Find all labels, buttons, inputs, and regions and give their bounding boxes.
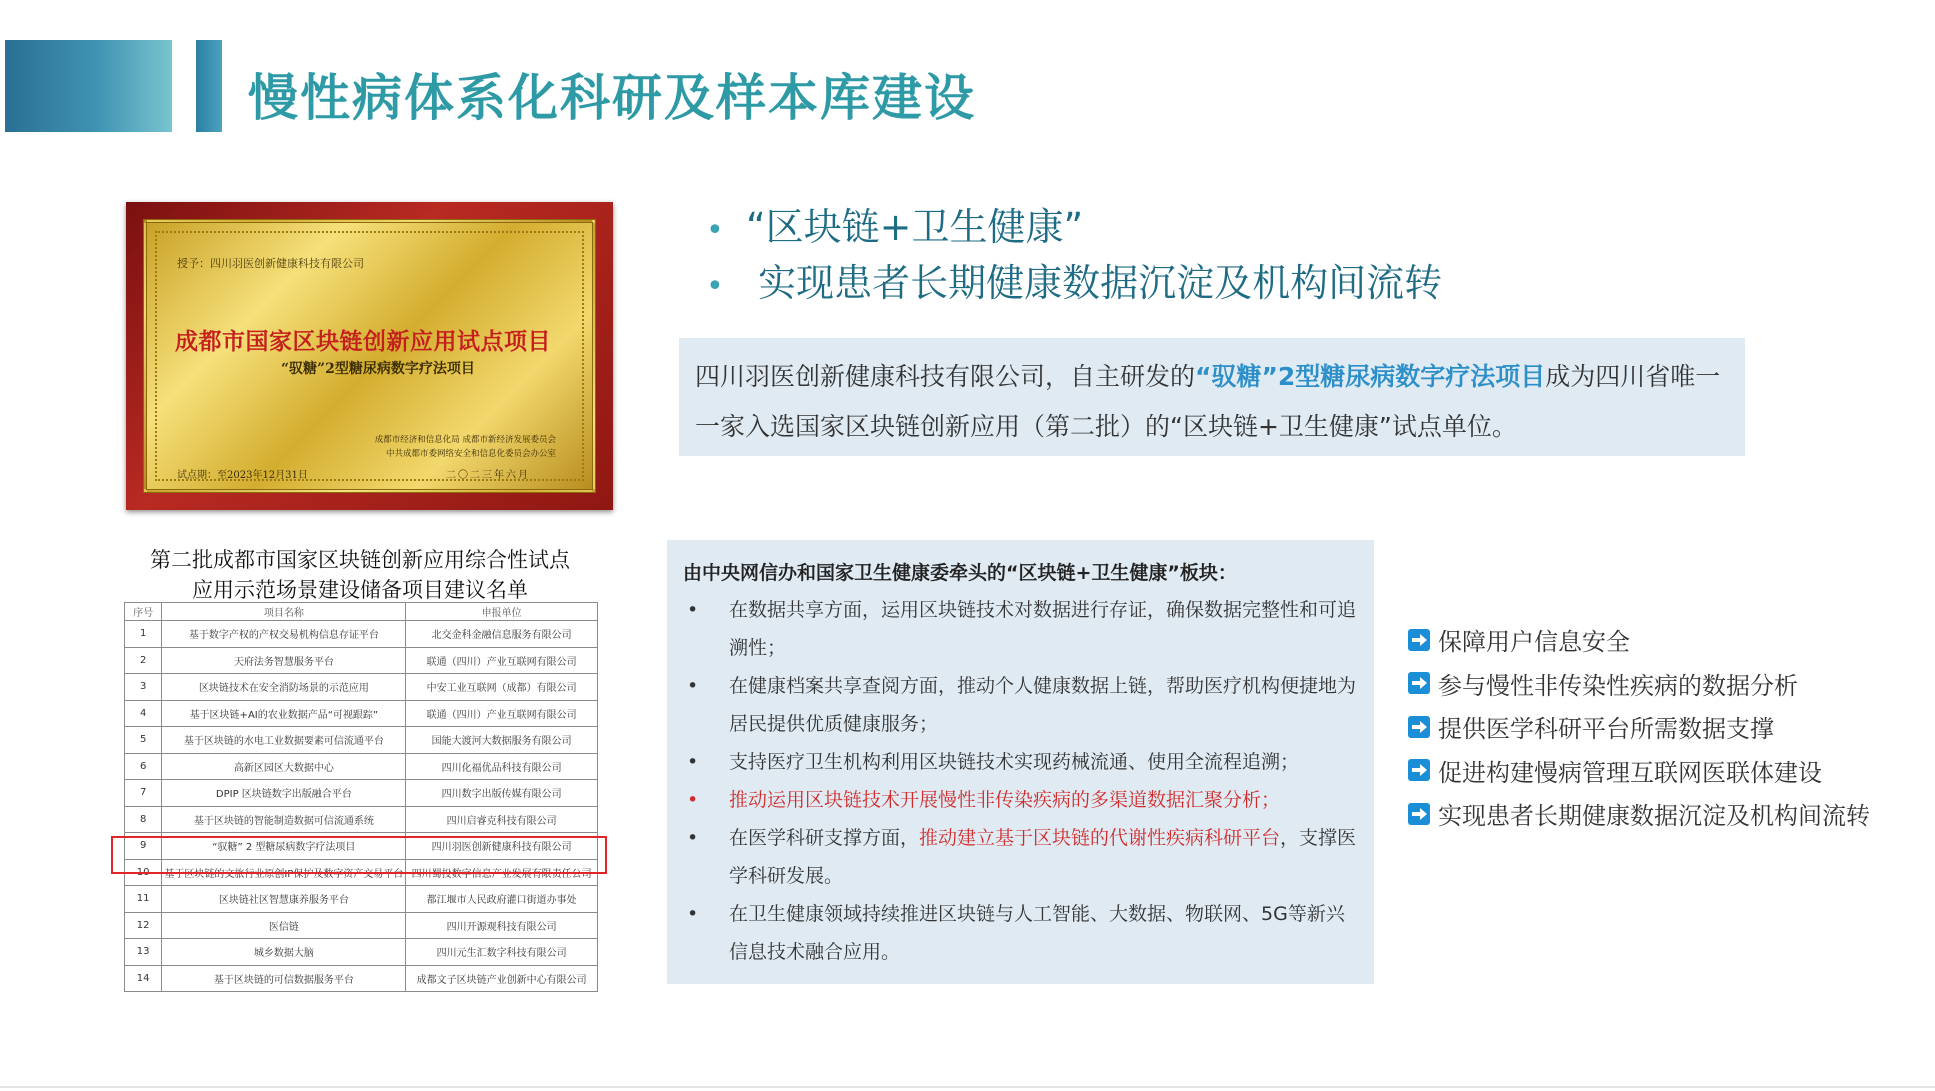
cell-unit: 都江堰市人民政府灌口街道办事处 [406, 886, 598, 913]
doc-table-clip [120, 600, 604, 1010]
bullet-dot-icon: • [687, 675, 699, 697]
plaque-date: 二〇二三年六月 [446, 470, 530, 481]
cell-project: 城乡数据大脑 [162, 939, 406, 966]
col-header-index: 序号 [125, 603, 162, 621]
cell-unit: 四川化福优品科技有限公司 [406, 753, 598, 780]
cell-index: 8 [125, 806, 162, 833]
cell-project: 基于区块链的可信数据服务平台 [162, 965, 406, 992]
cell-index: 9 [125, 833, 162, 860]
plaque-period: 试点期：至2023年12月31日 [177, 470, 308, 481]
benefit-text: 保障用户信息安全 [1438, 628, 1630, 657]
cell-project: 区块链社区智慧康养服务平台 [162, 886, 406, 913]
policy-item [683, 819, 1358, 895]
intro-text-part2: 成为四川省唯一一家入选国家区块链创新应用（第二批）的“区块链+卫生健康”试点单位。 [695, 362, 1721, 441]
cell-index: 11 [125, 886, 162, 913]
cell-project: 区块链技术在安全消防场景的示范应用 [162, 674, 406, 701]
table-row [125, 780, 598, 807]
bullet-dot-icon: • [706, 213, 724, 248]
bullet-dot-icon: • [706, 269, 724, 304]
policy-item [683, 743, 1358, 781]
policy-item [683, 667, 1358, 743]
cell-project: 基于区块链的水电工业数据要素可信流通平台 [162, 727, 406, 754]
cell-project: 基于数字产权的产权交易机构信息存证平台 [162, 621, 406, 648]
arrow-right-square-icon [1408, 759, 1430, 781]
policy-item-text: 在健康档案共享查阅方面，推动个人健康数据上链，帮助医疗机构便捷地为居民提供优质健康服务； [729, 675, 1357, 735]
cell-unit: 四川蜀投数字信息产业发展有限责任公司 [406, 859, 598, 886]
cell-unit: 国能大渡河大数据服务有限公司 [406, 727, 598, 754]
cell-unit: 四川元生汇数字科技有限公司 [406, 939, 598, 966]
cell-index: 7 [125, 780, 162, 807]
bullet-dot-icon: • [687, 789, 699, 811]
policy-item-text: 在卫生健康领域持续推进区块链与人工智能、大数据、物联网、5G等新兴信息技术融合应用。 [729, 903, 1345, 963]
table-row [125, 674, 598, 701]
policy-heading: 由中央网信办和国家卫生健康委牵头的“区块链+卫生健康”板块： [683, 562, 1237, 584]
col-header-project: 项目名称 [162, 603, 406, 621]
table-row [125, 647, 598, 674]
policy-item-highlighted [683, 781, 1358, 819]
policy-item-highlight: 推动建立基于区块链的代谢性疾病科研平台 [919, 827, 1281, 849]
benefit-item [1408, 792, 1870, 836]
header-accent-bar-small [196, 40, 222, 132]
project-list-table [124, 602, 598, 992]
cell-unit: 四川数字出版传媒有限公司 [406, 780, 598, 807]
table-row [125, 753, 598, 780]
benefit-text: 实现患者长期健康数据沉淀及机构间流转 [1438, 802, 1870, 831]
cell-unit: 北交金科金融信息服务有限公司 [406, 621, 598, 648]
cell-unit: 联通（四川）产业互联网有限公司 [406, 647, 598, 674]
table-row [125, 886, 598, 913]
policy-item-text: 在数据共享方面，运用区块链技术对数据进行存证，确保数据完整性和可追溯性； [729, 599, 1357, 659]
cell-project: 基于区块链+AI的农业数据产品“可视跟踪” [162, 700, 406, 727]
key-point-2 [706, 252, 1442, 307]
key-point-1 [706, 196, 1083, 251]
cell-index: 10 [125, 859, 162, 886]
cell-project: DPIP 区块链数字出版融合平台 [162, 780, 406, 807]
benefit-text: 提供医学科研平台所需数据支撑 [1438, 715, 1774, 744]
cell-index: 1 [125, 621, 162, 648]
plaque-issuer-line1: 成都市经济和信息化局 成都市新经济发展委员会 [374, 435, 556, 445]
policy-item [683, 591, 1358, 667]
cell-unit: 四川开源观科技有限公司 [406, 912, 598, 939]
bottom-divider [0, 1086, 1935, 1088]
highlight-box-row-9 [111, 836, 607, 874]
table-row [125, 700, 598, 727]
cell-index: 14 [125, 965, 162, 992]
bullet-dot-icon: • [687, 751, 699, 773]
table-row [125, 912, 598, 939]
cell-index: 4 [125, 700, 162, 727]
policy-item-text: 在医学科研支撑方面， [729, 827, 920, 849]
cell-project: 医信链 [162, 912, 406, 939]
arrow-right-square-icon [1408, 803, 1430, 825]
page-title: 慢性病体系化科研及样本库建设 [248, 69, 976, 127]
bullet-dot-icon: • [687, 599, 699, 621]
col-header-unit: 申报单位 [406, 603, 598, 621]
policy-item-text: ，支撑医学科研发展。 [729, 827, 1357, 887]
benefit-item [1408, 705, 1870, 749]
intro-box [679, 338, 1745, 456]
cell-index: 6 [125, 753, 162, 780]
arrow-right-square-icon [1408, 629, 1430, 651]
bullet-dot-icon: • [687, 827, 699, 849]
doc-title-line1: 第二批成都市国家区块链创新应用综合性试点 [150, 548, 570, 572]
benefit-item [1408, 618, 1870, 662]
key-point-2-text: 实现患者长期健康数据沉淀及机构间流转 [746, 261, 1443, 305]
cell-unit: 四川启睿克科技有限公司 [406, 806, 598, 833]
intro-text-part1: 四川羽医创新健康科技有限公司，自主研发的 [695, 362, 1196, 391]
policy-item [683, 895, 1358, 971]
policy-box [667, 540, 1374, 984]
arrow-right-square-icon [1408, 672, 1430, 694]
cell-index: 2 [125, 647, 162, 674]
policy-item-text: 推动运用区块链技术开展慢性非传染疾病的多渠道数据汇聚分析； [729, 789, 1281, 811]
benefit-text: 参与慢性非传染性疾病的数据分析 [1438, 671, 1798, 700]
cell-index: 12 [125, 912, 162, 939]
cell-index: 3 [125, 674, 162, 701]
cell-index: 5 [125, 727, 162, 754]
key-point-1-text: “区块链+卫生健康” [746, 205, 1084, 249]
table-row [125, 806, 598, 833]
benefit-item [1408, 662, 1870, 706]
plaque-recipient: 授予：四川羽医创新健康科技有限公司 [177, 257, 364, 270]
benefits-list [1408, 618, 1870, 836]
intro-highlight: “驭糖”2型糖尿病数字疗法项目 [1195, 362, 1546, 391]
cell-unit: 中安工业互联网（成都）有限公司 [406, 674, 598, 701]
cell-project: 基于区块链的智能制造数据可信流通系统 [162, 806, 406, 833]
cell-unit: 成都文子区块链产业创新中心有限公司 [406, 965, 598, 992]
cell-project: 基于区块链的文旅行业原创IP保护及数字资产交易平台 [162, 859, 406, 886]
cell-index: 13 [125, 939, 162, 966]
cell-unit: 联通（四川）产业互联网有限公司 [406, 700, 598, 727]
plaque-gold-panel [143, 219, 596, 493]
bullet-dot-icon: • [687, 903, 699, 925]
table-row [125, 965, 598, 992]
table-row [125, 939, 598, 966]
policy-item-text: 支持医疗卫生机构利用区块链技术实现药械流通、使用全流程追溯； [729, 751, 1300, 773]
benefit-text: 促进构建慢病管理互联网医联体建设 [1438, 758, 1822, 787]
doc-title-line2: 应用示范场景建设储备项目建议名单 [192, 578, 528, 602]
plaque-issuer-line2: 中共成都市委网络安全和信息化委员会办公室 [385, 449, 556, 459]
table-row [125, 621, 598, 648]
cell-project: 天府法务智慧服务平台 [162, 647, 406, 674]
cell-project: 高新区园区大数据中心 [162, 753, 406, 780]
table-header-row [125, 603, 598, 621]
plaque-subtitle: “驭糖”2型糖尿病数字疗法项目 [281, 361, 475, 377]
header-accent-bar-left [5, 40, 172, 132]
plaque-title: 成都市国家区块链创新应用试点项目 [175, 328, 551, 355]
cell-project: “驭糖” 2 型糖尿病数字疗法项目 [162, 833, 406, 860]
arrow-right-square-icon [1408, 716, 1430, 738]
award-plaque [126, 202, 613, 510]
cell-unit: 四川羽医创新健康科技有限公司 [406, 833, 598, 860]
benefit-item [1408, 749, 1870, 793]
table-row [125, 727, 598, 754]
